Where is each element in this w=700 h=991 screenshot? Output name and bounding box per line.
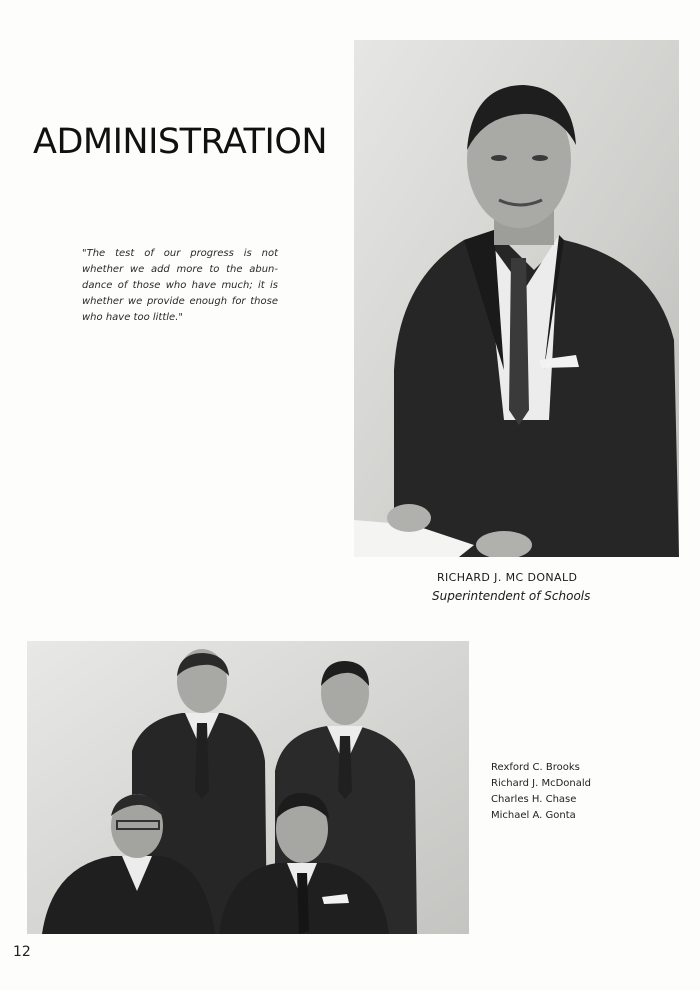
group-name-1: Rexford C. Brooks (491, 762, 580, 773)
group-name-4: Michael A. Gonta (491, 810, 576, 821)
quote-text: "The test of our progress is not whether we add more to the abun-dance of those who have much; it is whether we provide enough for those who have too little." (82, 248, 278, 323)
page-heading: ADMINISTRATION (33, 122, 328, 162)
superintendent-title: Superintendent of Schools (432, 589, 591, 603)
group-name-3: Charles H. Chase (491, 794, 577, 805)
group-names-list (491, 760, 591, 824)
group-photo (27, 641, 469, 934)
superintendent-photo (354, 40, 679, 557)
superintendent-name: RICHARD J. MC DONALD (437, 571, 578, 584)
group-name-2: Richard J. McDonald (491, 778, 591, 789)
page-number: 12 (13, 944, 31, 960)
